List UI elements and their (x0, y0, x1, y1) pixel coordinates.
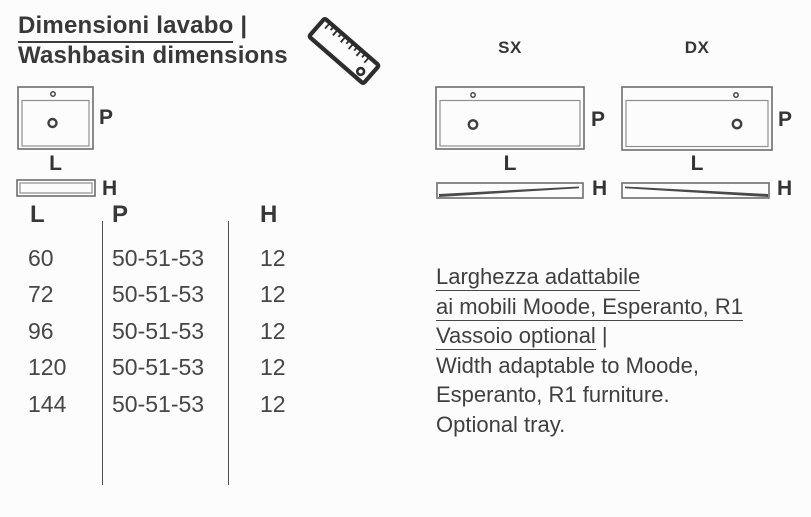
note-en-line2: Esperanto, R1 furniture. (436, 382, 670, 407)
cell-p: 50-51-53 (112, 354, 205, 380)
width-label-center: L (49, 152, 62, 175)
page-title-it-text: Dimensioni lavabo (18, 12, 233, 43)
cell-l: 120 (28, 354, 67, 380)
note-it-line3-text: Vassoio optional (436, 323, 596, 348)
drain-icon (733, 120, 741, 128)
washbasin-top-view-center (16, 85, 98, 153)
washbasin-top-view-dx (620, 85, 780, 153)
note-it-line1-text: Larghezza adattabile (436, 264, 641, 289)
note-it-line1 (436, 262, 776, 292)
cell-h: 12 (260, 281, 286, 307)
ruler-icon (300, 5, 392, 97)
note-it-line2-text: ai mobili Moode, Esperanto, R1 (436, 293, 743, 319)
height-label-center: H (102, 177, 118, 200)
page-title (18, 11, 288, 71)
table-row (0, 354, 320, 380)
table-header-p: P (112, 201, 129, 228)
cell-l: 72 (28, 281, 54, 307)
washbasin-side-view-dx (620, 181, 772, 201)
faucet-hole-icon (471, 93, 475, 97)
note-it-line2 (436, 292, 776, 322)
page-title-en: Washbasin dimensions (18, 42, 288, 69)
table-header-h: H (260, 201, 278, 228)
depth-label-dx: P (778, 108, 793, 131)
basin-slope-sx (439, 187, 579, 198)
variant-label-dx: DX (684, 38, 710, 57)
cell-l: 144 (28, 391, 67, 417)
cell-p: 50-51-53 (112, 318, 205, 344)
drain-icon (469, 120, 477, 128)
height-label-sx: H (592, 177, 608, 200)
height-label-dx: H (777, 177, 793, 200)
table-header-l: L (30, 201, 45, 228)
table-row (0, 245, 320, 271)
washbasin-side-view-sx (435, 181, 587, 201)
drain-icon (49, 119, 57, 127)
cell-l: 96 (28, 318, 54, 344)
faucet-hole-icon (734, 93, 738, 97)
table-row (0, 391, 320, 417)
depth-label-center: P (99, 106, 114, 129)
cell-p: 50-51-53 (112, 391, 205, 417)
faucet-hole-icon (51, 92, 55, 96)
width-label-dx: L (690, 152, 704, 175)
note-it-line3 (436, 321, 776, 351)
cell-p: 50-51-53 (112, 281, 205, 307)
cell-l: 60 (28, 245, 54, 271)
washbasin-side-view-center (15, 178, 100, 200)
basin-slope-dx (625, 187, 768, 198)
table-row (0, 318, 320, 344)
washbasin-top-view-sx (434, 85, 590, 153)
adaptability-note (436, 262, 776, 439)
depth-label-sx: P (591, 108, 606, 131)
variant-label-sx: SX (498, 38, 522, 57)
cell-h: 12 (260, 318, 286, 344)
cell-h: 12 (260, 245, 286, 271)
cell-h: 12 (260, 391, 286, 417)
note-en-line1: Width adaptable to Moode, (436, 352, 699, 378)
cell-h: 12 (260, 354, 286, 380)
table-row (0, 281, 320, 307)
note-separator: | (595, 323, 608, 348)
note-en-line3: Optional tray. (436, 411, 566, 437)
width-label-sx: L (503, 152, 517, 175)
cell-p: 50-51-53 (112, 245, 205, 271)
page-title-it (18, 11, 288, 41)
title-separator: | (233, 12, 248, 39)
